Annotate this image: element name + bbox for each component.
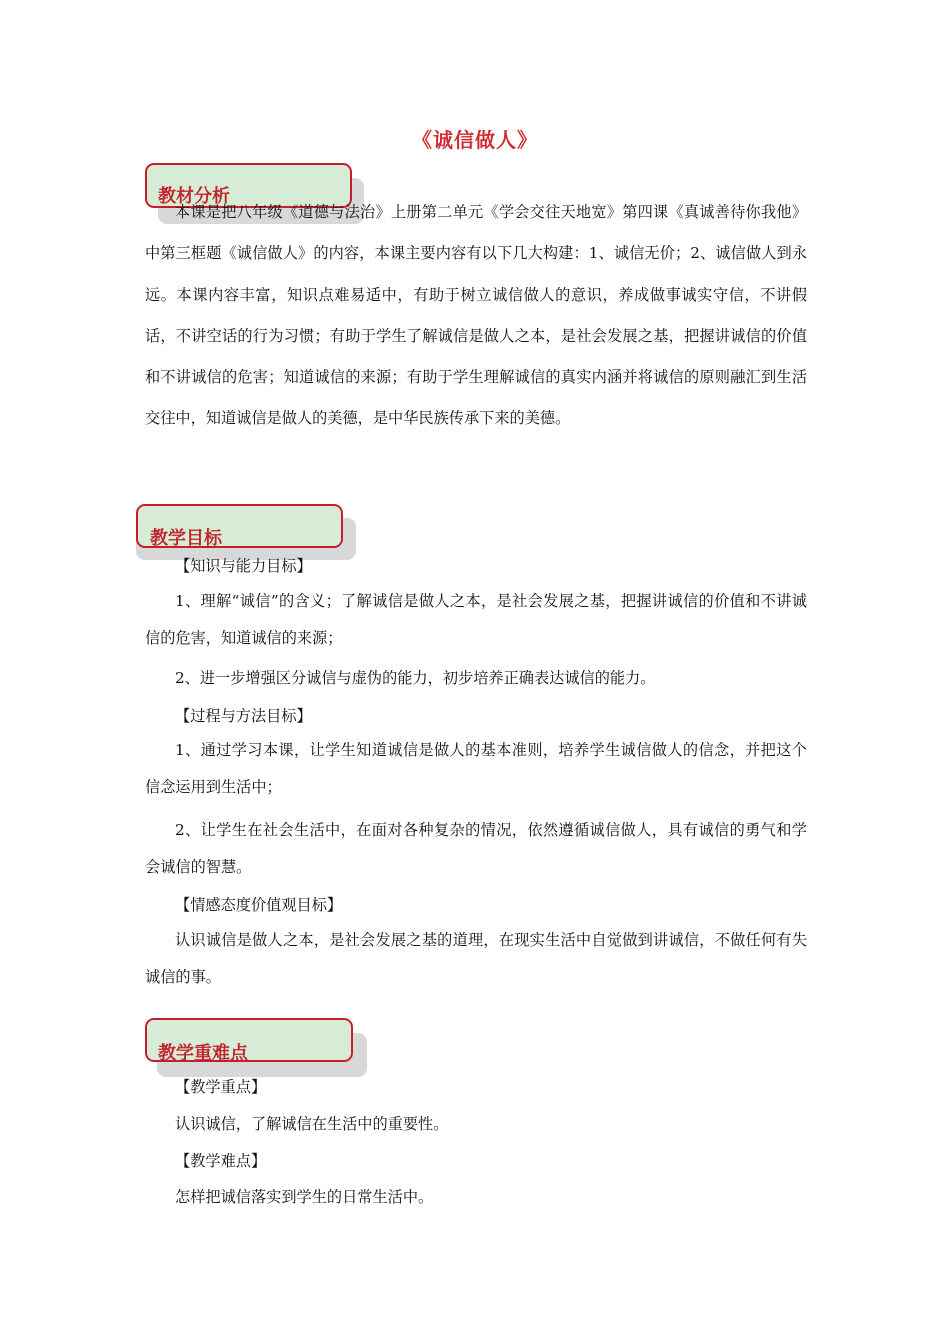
goals-process-label: 【过程与方法目标】 bbox=[175, 707, 312, 725]
keypoints-difficult-text: 怎样把诚信落实到学生的日常生活中。 bbox=[175, 1188, 434, 1206]
goals-knowledge-1: 1、理解“诚信”的含义；了解诚信是做人之本，是社会发展之基，把握讲诚信的价值和不讲诚信的危害，知道诚信的来源； bbox=[145, 592, 807, 647]
goals-emotion-label: 【情感态度价值观目标】 bbox=[175, 896, 343, 914]
goals-knowledge-label: 【知识与能力目标】 bbox=[175, 557, 312, 575]
section-heading-analysis: 教材分析 bbox=[158, 186, 230, 207]
goals-emotion-1: 认识诚信是做人之本，是社会发展之基的道理，在现实生活中自觉做到讲诚信，不做任何有失诚信的事。 bbox=[145, 931, 807, 986]
goals-knowledge-2: 2、进一步增强区分诚信与虚伪的能力，初步培养正确表达诚信的能力。 bbox=[175, 669, 656, 687]
keypoints-key-text: 认识诚信，了解诚信在生活中的重要性。 bbox=[175, 1115, 449, 1133]
goals-process-1: 1、通过学习本课，让学生知道诚信是做人的基本准则，培养学生诚信做人的信念，并把这个信念运用到生活中； bbox=[145, 741, 807, 796]
section-heading-goals: 教学目标 bbox=[150, 528, 222, 549]
document-title: 《诚信做人》 bbox=[412, 128, 538, 152]
goals-process-2: 2、让学生在社会生活中，在面对各种复杂的情况，依然遵循诚信做人，具有诚信的勇气和学会诚信的智慧。 bbox=[145, 821, 807, 876]
keypoints-key-label: 【教学重点】 bbox=[175, 1078, 267, 1096]
analysis-paragraph: 本课是把八年级《道德与法治》上册第二单元《学会交往天地宽》第四课《真诚善待你我他》中第三框题《诚信做人》的内容，本课主要内容有以下几大构建：1、诚信无价；2、诚信做人到永远。本课内容丰富，知识点难易适中，有助于树立诚信做人的意识，养成做事诚实守信，不讲假话，不讲空话的行为习惯；有助于学生了解诚信是做人之本，是社会发展之基，把握讲诚信的价值和不讲诚信的危害；知道诚信的来源；有助于学生理解诚信的真实内涵并将诚信的原则融汇到生活交往中，知道诚信是做人的美德，是中华民族传承下来的美德。 bbox=[145, 203, 807, 428]
section-heading-keypoints: 教学重难点 bbox=[158, 1043, 248, 1064]
keypoints-difficult-label: 【教学难点】 bbox=[175, 1152, 267, 1170]
